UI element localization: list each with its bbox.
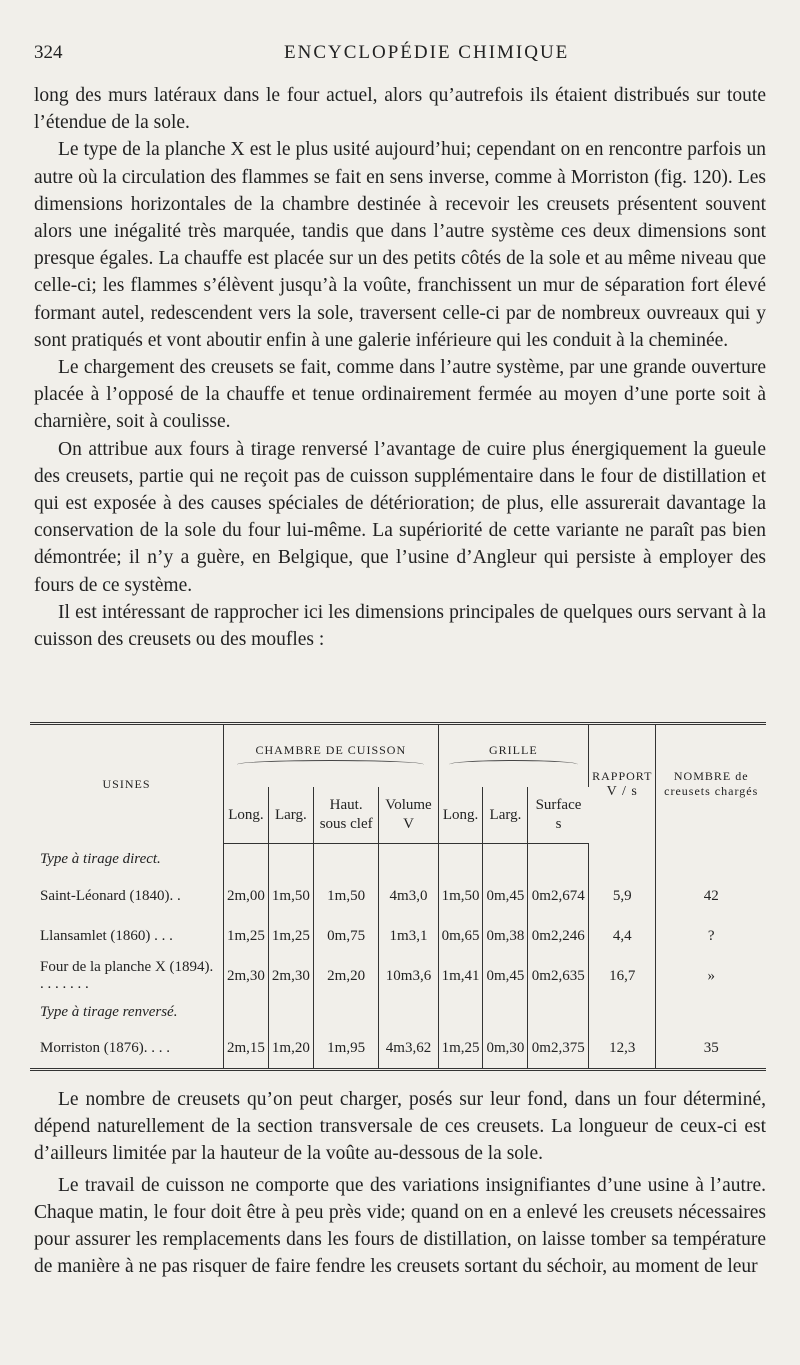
cell-nombre: 42 (703, 887, 719, 904)
empty-cell (483, 996, 528, 1028)
cell-c-larg: 1m,25 (268, 916, 313, 956)
header-grille-label: GRILLE (489, 743, 538, 757)
cell-g-surf: 0m2,674 (528, 876, 589, 916)
page-header (34, 42, 774, 70)
sub-header-cell: Haut. sous clef (313, 787, 379, 844)
usine-cell: Morriston (1876). . . . (30, 1028, 224, 1070)
cell-c-long: 1m,25 (224, 916, 269, 956)
usine-cell: Saint-Léonard (1840). . (30, 876, 224, 916)
sub-header-cell: Long. (438, 787, 483, 844)
cell-c-haut: 0m,75 (313, 916, 379, 956)
running-title: ENCYCLOPÉDIE CHIMIQUE (284, 42, 570, 63)
paragraph: Le travail de cuisson ne comporte que des variations insignifiantes d’une usine à l’autre. Chaque matin, le four doit être à peu près vide; quand on en a enlevé les creusets nécessaires pour assurer les remplacements dans les fours de distillation, on laisse tomber sa température de manière à ne pas risquer de faire fendre les creusets sortant du séchoir, au moment de leur (34, 1174, 766, 1278)
paragraph: Le nombre de creusets qu’on peut charger, posés sur leur fond, dans un four déterminé, dépend naturellement de la section transversale de ces creusets. La longueur de ceux-ci est d’ailleurs limitée par la hauteur de la voûte au-dessous de la sole. (34, 1089, 766, 1165)
empty-cell (483, 844, 528, 877)
cell-g-larg: 0m,38 (483, 916, 528, 956)
empty-cell (438, 844, 483, 877)
cell-c-long: 2m,30 (224, 956, 269, 996)
header-usines: USINES (30, 724, 224, 844)
page-number: 324 (34, 42, 63, 63)
cell-c-vol: 10m3,6 (379, 956, 438, 996)
cell-g-surf: 0m2,246 (528, 916, 589, 956)
header-chambre-label: CHAMBRE DE CUISSON (255, 743, 407, 757)
header-grille (438, 724, 589, 788)
paragraph: On attribue aux fours à tirage renversé l’avantage de cuire plus énergiquement la gueule des creusets, partie qui ne reçoit pas de cuisson supplémentaire dans le four de distillation et qui est exposée à des causes spéciales de détérioration; de plus, elle assurerait davantage la conservation de la sole du four lui-même. La supériorité de cette variante ne paraît pas bien démontrée; il n’y a guère, en Belgique, que l’usine d’Angleur qui persiste à employer des fours de ce système. (34, 438, 766, 596)
empty-cell (528, 844, 589, 877)
cell-g-long: 1m,25 (438, 1028, 483, 1070)
empty-cell (313, 996, 379, 1028)
empty-cell (379, 844, 438, 877)
table-body (30, 844, 766, 1070)
empty-cell (438, 996, 483, 1028)
cell-g-larg: 0m,30 (483, 1028, 528, 1070)
cell-g-long: 1m,50 (438, 876, 483, 916)
sub-header-cell: Larg. (268, 787, 313, 844)
empty-cell (224, 996, 269, 1028)
empty-cell (589, 996, 656, 1028)
cell-g-larg: 0m,45 (483, 876, 528, 916)
table-row (30, 876, 766, 916)
empty-cell (313, 844, 379, 877)
cell-c-long: 2m,00 (224, 876, 269, 916)
empty-cell (656, 996, 766, 1028)
cell-c-haut: 2m,20 (313, 956, 379, 996)
cell-rapport: 4,4 (589, 916, 656, 956)
cell-c-vol: 4m3,0 (379, 876, 438, 916)
sub-header-cell: Long. (224, 787, 269, 844)
cell-g-larg: 0m,45 (483, 956, 528, 996)
cell-c-haut: 1m,50 (313, 876, 379, 916)
cell-c-vol: 1m3,1 (379, 916, 438, 956)
cell-c-haut: 1m,95 (313, 1028, 379, 1070)
body-text-after-table (34, 1086, 766, 1284)
body-text-before-table (34, 82, 766, 653)
empty-cell (379, 996, 438, 1028)
sub-header-cell: Surface s (528, 787, 589, 844)
cell-nombre: ? (707, 927, 715, 944)
header-nombre: NOMBRE de creusets chargés (664, 769, 759, 799)
cell-nombre: 35 (703, 1039, 719, 1056)
cell-c-vol: 4m3,62 (379, 1028, 438, 1070)
cell-g-long: 0m,65 (438, 916, 483, 956)
header-chambre-de-cuisson (224, 724, 439, 788)
header-rapport-label: RAPPORT (592, 768, 653, 783)
brace-chambre (237, 760, 424, 769)
section-label: Type à tirage direct. (30, 844, 224, 877)
cell-c-larg: 1m,50 (268, 876, 313, 916)
section-row (30, 996, 766, 1028)
sub-header-cell: Larg. (483, 787, 528, 844)
table-row (30, 1028, 766, 1070)
cell-rapport: 16,7 (589, 956, 656, 996)
usine-cell: Four de la planche X (1894). . . . . . . . (30, 956, 224, 996)
cell-rapport: 12,3 (589, 1028, 656, 1070)
paragraph: Le type de la planche X est le plus usité aujourd’hui; cependant on en rencontre parfois un autre où la circulation des flammes se fait en sens inverse, comme à Morriston (fig. 120). Les dimensions horizontales de la chambre destinée à recevoir les creusets présentent souvent alors une inégalité très marquée, tandis que dans l’autre système ces deux dimensions sont presque égales. La chauffe est placée sur un des petits côtés de la sole et au même niveau que celle-ci; les flammes s’élèvent jusqu’à la voûte, franchissent un mur de séparation fort élevé formant autel, redescendent vers la sole, traversent celle-ci par de nombreux ouvreaux qui y sont pratiqués et vont aboutir enfin à une galerie inférieure qui les conduit à la cheminée. (34, 139, 766, 351)
usine-cell: Llansamlet (1860) . . . (30, 916, 224, 956)
cell-g-surf: 0m2,375 (528, 1028, 589, 1070)
sub-header-cell: Volume V (379, 787, 438, 844)
dimensions-table (30, 722, 766, 1071)
cell-c-larg: 1m,20 (268, 1028, 313, 1070)
empty-cell (268, 996, 313, 1028)
cell-rapport: 5,9 (589, 876, 656, 916)
empty-cell (268, 844, 313, 877)
header-rapport (589, 724, 656, 844)
table-row (30, 956, 766, 996)
section-row (30, 844, 766, 877)
paragraph: Il est intéressant de rapprocher ici les dimensions principales de quelques ours servant à la cuisson des creusets ou des moufles : (34, 601, 766, 651)
cell-g-long: 1m,41 (438, 956, 483, 996)
table-row (30, 916, 766, 956)
empty-cell (656, 844, 766, 877)
empty-cell (528, 996, 589, 1028)
empty-cell (589, 844, 656, 877)
paragraph: long des murs latéraux dans le four actuel, alors qu’autrefois ils étaient distribués sur toute l’étendue de la sole. (34, 85, 766, 134)
cell-c-long: 2m,15 (224, 1028, 269, 1070)
section-label: Type à tirage renversé. (30, 996, 224, 1028)
empty-cell (224, 844, 269, 877)
brace-grille (449, 760, 578, 769)
paragraph: Le chargement des creusets se fait, comme dans l’autre système, par une grande ouverture placée à l’opposé de la chauffe et tenue ordinairement fermée au moyen d’une porte soit à charnière, soit à coulisse. (34, 357, 766, 433)
header-rapport-formula: V / s (606, 783, 638, 799)
cell-g-surf: 0m2,635 (528, 956, 589, 996)
dimensions-table-wrapper (30, 722, 766, 1064)
cell-nombre: » (707, 967, 715, 984)
cell-c-larg: 2m,30 (268, 956, 313, 996)
